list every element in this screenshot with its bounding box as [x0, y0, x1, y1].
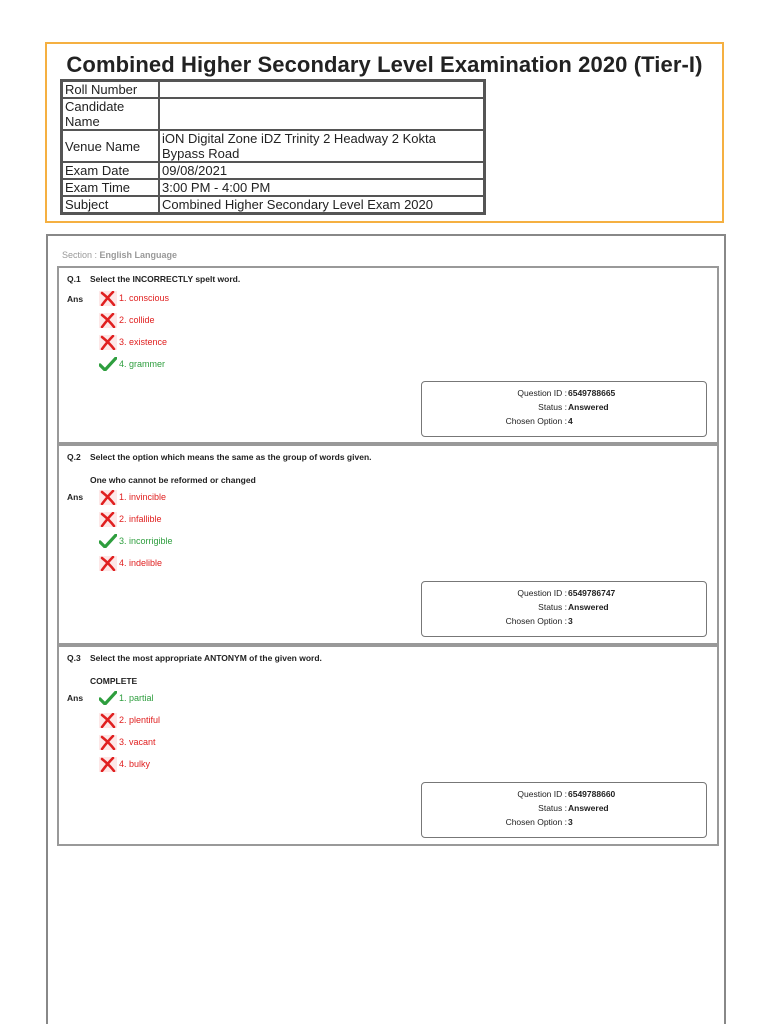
chosen-option-value: 3 — [568, 817, 573, 827]
question-id-label: Question ID : — [517, 388, 567, 398]
cross-icon — [98, 489, 118, 505]
info-value: Combined Higher Secondary Level Exam 2020 — [159, 196, 484, 213]
question-info-box — [421, 581, 707, 637]
question-card-3 — [57, 645, 719, 846]
info-label: Venue Name — [62, 130, 159, 162]
ans-label: Ans — [67, 492, 84, 502]
info-value — [159, 81, 484, 98]
status-value: Answered — [568, 602, 609, 612]
option — [98, 289, 169, 307]
question-id-value: 6549788660 — [568, 789, 616, 799]
option-label: 1. conscious — [119, 293, 170, 303]
info-row-roll-number — [62, 81, 484, 98]
question-card-1 — [57, 266, 719, 444]
question-id-value: 6549786747 — [568, 588, 616, 598]
option — [98, 532, 173, 550]
option — [98, 488, 166, 506]
status-label: Status : — [538, 602, 567, 612]
checkmark-icon — [98, 533, 118, 549]
chosen-option-label: Chosen Option : — [505, 817, 567, 827]
question-number: Q.2 — [67, 452, 81, 462]
info-label: Subject — [62, 196, 159, 213]
option-label: 2. plentiful — [119, 715, 161, 725]
status-value: Answered — [568, 803, 609, 813]
question-subtext: One who cannot be reformed or changed — [90, 475, 256, 485]
chosen-option-label: Chosen Option : — [505, 616, 567, 626]
cross-icon — [98, 756, 118, 772]
checkmark-icon — [98, 356, 118, 372]
option-label: 2. collide — [119, 315, 155, 325]
option-label: 2. infallible — [119, 514, 162, 524]
chosen-option-value: 4 — [568, 416, 573, 426]
option — [98, 711, 160, 729]
cross-icon — [98, 712, 118, 728]
cross-icon — [98, 334, 118, 350]
cross-icon — [98, 511, 118, 527]
cross-icon — [98, 290, 118, 306]
question-id-label: Question ID : — [517, 789, 567, 799]
option — [98, 689, 154, 707]
info-label: Candidate Name — [62, 98, 159, 130]
exam-title: Combined Higher Secondary Level Examination 2020 (Tier-I) — [66, 52, 703, 77]
option-label: 3. incorrigible — [119, 536, 173, 546]
chosen-option-label: Chosen Option : — [505, 416, 567, 426]
response-sheet — [46, 234, 726, 1024]
option — [98, 733, 156, 751]
option-label: 3. vacant — [119, 737, 156, 747]
status-label: Status : — [538, 803, 567, 813]
info-label: Roll Number — [62, 81, 159, 98]
checkmark-icon — [98, 690, 118, 706]
question-text: Select the most appropriate ANTONYM of the given word. — [90, 653, 322, 663]
info-label: Exam Time — [62, 179, 159, 196]
info-row-exam-time — [62, 179, 484, 196]
question-text: Select the INCORRECTLY spelt word. — [90, 274, 241, 284]
info-row-venue-name — [62, 130, 484, 162]
info-row-candidate-name — [62, 98, 484, 130]
ans-label: Ans — [67, 693, 84, 703]
exam-header — [45, 42, 724, 223]
option-label: 4. indelible — [119, 558, 163, 568]
question-id-value: 6549788665 — [568, 388, 616, 398]
option — [98, 510, 162, 528]
option-label: 3. existence — [119, 337, 168, 347]
question-info-box — [421, 782, 707, 838]
info-value — [159, 98, 484, 130]
option — [98, 333, 167, 351]
question-id-label: Question ID : — [517, 588, 567, 598]
option-label: 1. invincible — [119, 492, 167, 502]
option-label: 4. grammer — [119, 359, 166, 369]
question-info-box — [421, 381, 707, 437]
option-label: 4. bulky — [119, 759, 151, 769]
option — [98, 755, 150, 773]
option — [98, 355, 165, 373]
chosen-option-value: 3 — [568, 616, 573, 626]
question-number: Q.3 — [67, 653, 81, 663]
cross-icon — [98, 312, 118, 328]
option-label: 1. partial — [119, 693, 154, 703]
info-value: 3:00 PM - 4:00 PM — [159, 179, 484, 196]
status-value: Answered — [568, 402, 609, 412]
cross-icon — [98, 555, 118, 571]
question-subtext: COMPLETE — [90, 676, 138, 686]
candidate-info-table — [60, 79, 486, 215]
question-card-2 — [57, 444, 719, 645]
info-label: Exam Date — [62, 162, 159, 179]
status-label: Status : — [538, 402, 567, 412]
info-value: 09/08/2021 — [159, 162, 484, 179]
question-text: Select the option which means the same as the group of words given. — [90, 452, 372, 462]
section-name: English Language — [99, 250, 178, 260]
question-number: Q.1 — [67, 274, 81, 284]
section-prefix: Section : — [62, 250, 100, 260]
info-row-subject — [62, 196, 484, 213]
info-row-exam-date — [62, 162, 484, 179]
option — [98, 554, 162, 572]
info-value: iON Digital Zone iDZ Trinity 2 Headway 2 Kokta Bypass Road — [159, 130, 484, 162]
option — [98, 311, 155, 329]
ans-label: Ans — [67, 294, 84, 304]
section-label — [62, 250, 177, 260]
cross-icon — [98, 734, 118, 750]
